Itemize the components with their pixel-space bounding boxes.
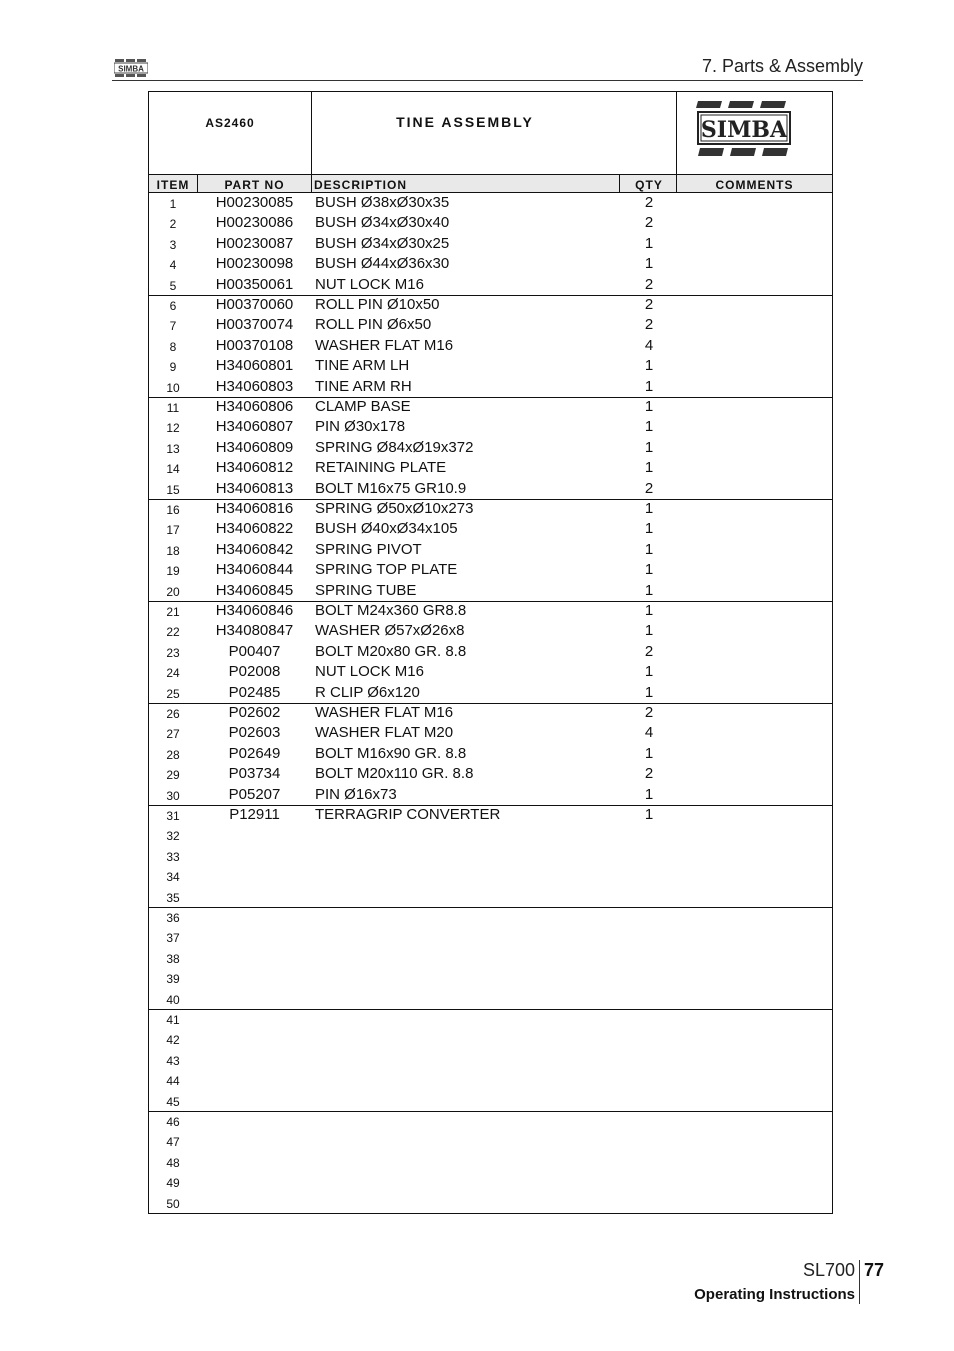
table-row [149, 927, 832, 947]
row-item-number: 48 [166, 1155, 180, 1170]
row-item-number: 49 [166, 1176, 180, 1191]
row-quantity: 2 [644, 704, 654, 721]
section-title: 7. Parts & Assembly [701, 56, 863, 76]
row-part-number: H00230098 [215, 255, 294, 273]
row-part-number: H34060845 [215, 581, 294, 599]
row-item-number: 20 [166, 584, 180, 599]
row-description: BOLT M16x90 GR. 8.8 [315, 744, 467, 762]
row-quantity: 1 [644, 459, 654, 477]
row-quantity: 1 [644, 561, 654, 579]
assembly-code: AS2460 [205, 116, 255, 130]
row-item-number: 9 [169, 360, 177, 375]
row-item-number: 50 [166, 1196, 180, 1211]
group-divider [149, 397, 832, 398]
row-quantity: 1 [644, 234, 654, 252]
table-row [149, 458, 832, 478]
row-description: WASHER Ø57xØ26x8 [315, 622, 465, 640]
row-description: BUSH Ø38xØ30x35 [315, 194, 450, 211]
row-item-number: 28 [166, 747, 180, 762]
row-quantity: 1 [644, 520, 654, 538]
footer-divider [859, 1260, 860, 1304]
group-divider [149, 499, 832, 500]
row-quantity: 2 [644, 194, 654, 211]
row-item-number: 38 [166, 951, 180, 966]
row-quantity: 1 [644, 540, 654, 558]
title-divider-right [676, 92, 677, 174]
table-row [149, 1009, 832, 1029]
row-part-number: P02603 [228, 724, 281, 742]
row-description: BOLT M24x360 GR8.8 [315, 602, 467, 619]
row-quantity: 4 [644, 724, 654, 742]
row-part-number: P02602 [228, 704, 281, 721]
row-description: SPRING TUBE [315, 581, 417, 599]
row-part-number: P03734 [228, 765, 281, 783]
group-divider [149, 601, 832, 602]
row-quantity: 2 [644, 275, 654, 293]
header-divider-qty [676, 174, 677, 193]
row-description: BUSH Ø34xØ30x25 [315, 234, 450, 252]
table-row [149, 948, 832, 968]
column-header-part-no: PART NO [224, 178, 285, 192]
table-row [149, 764, 832, 784]
row-description: BUSH Ø44xØ36x30 [315, 255, 450, 273]
table-row [149, 1070, 832, 1090]
row-item-number: 23 [166, 645, 180, 660]
table-row [149, 560, 832, 580]
row-quantity: 2 [644, 479, 654, 497]
row-part-number: H00230086 [215, 214, 294, 232]
row-item-number: 44 [166, 1074, 180, 1089]
row-item-number: 47 [166, 1135, 180, 1150]
row-item-number: 29 [166, 768, 180, 783]
group-divider [149, 703, 832, 704]
row-quantity: 1 [644, 806, 654, 823]
table-row [149, 825, 832, 845]
table-row [149, 1029, 832, 1049]
table-row [149, 1172, 832, 1192]
row-part-number: P12911 [229, 806, 280, 823]
table-row [149, 519, 832, 539]
row-description: NUT LOCK M16 [315, 275, 424, 293]
row-item-number: 18 [166, 543, 180, 558]
row-quantity: 4 [644, 336, 654, 354]
row-description: NUT LOCK M16 [315, 663, 424, 681]
row-part-number: H34060806 [215, 398, 294, 415]
table-row [149, 479, 832, 499]
row-item-number: 15 [166, 482, 180, 497]
row-item-number: 3 [169, 237, 177, 252]
row-item-number: 4 [169, 258, 177, 273]
table-row [149, 805, 832, 825]
row-quantity: 2 [644, 214, 654, 232]
table-row [149, 989, 832, 1009]
row-item-number: 39 [166, 972, 180, 987]
row-item-number: 43 [166, 1053, 180, 1068]
row-item-number: 17 [166, 523, 180, 538]
row-description: TINE ARM RH [315, 377, 412, 395]
row-item-number: 11 [166, 401, 180, 415]
column-header-description: DESCRIPTION [314, 178, 408, 192]
row-item-number: 24 [166, 666, 180, 681]
row-item-number: 2 [169, 217, 177, 232]
row-quantity: 1 [644, 377, 654, 395]
table-row [149, 1111, 832, 1131]
row-item-number: 34 [166, 870, 180, 885]
row-item-number: 40 [166, 992, 180, 1007]
table-row [149, 1131, 832, 1151]
row-part-number: P00407 [228, 642, 281, 660]
column-header-comments: COMMENTS [715, 178, 794, 192]
column-header-qty: QTY [635, 178, 663, 192]
table-row [149, 417, 832, 437]
row-description: SPRING Ø50xØ10x273 [315, 500, 474, 517]
row-item-number: 36 [166, 911, 180, 925]
row-part-number: H00350061 [215, 275, 294, 293]
row-item-number: 6 [169, 299, 177, 313]
row-item-number: 16 [166, 503, 180, 517]
table-row [149, 683, 832, 703]
table-row [149, 193, 832, 213]
row-description: SPRING PIVOT [315, 540, 422, 558]
table-row [149, 1091, 832, 1111]
table-row [149, 336, 832, 356]
row-item-number: 10 [166, 380, 180, 395]
table-row [149, 213, 832, 233]
row-item-number: 45 [166, 1094, 180, 1109]
row-item-number: 37 [166, 931, 180, 946]
table-row [149, 642, 832, 662]
table-row [149, 907, 832, 927]
row-quantity: 2 [644, 316, 654, 334]
row-part-number: H34060846 [215, 602, 294, 619]
table-row [149, 377, 832, 397]
row-description: PIN Ø16x73 [315, 785, 397, 803]
row-description: PIN Ø30x178 [315, 418, 406, 436]
row-quantity: 1 [644, 622, 654, 640]
table-row [149, 1050, 832, 1070]
table-row [149, 723, 832, 743]
row-part-number: H34060822 [215, 520, 294, 538]
row-item-number: 35 [166, 890, 180, 905]
table-row [149, 234, 832, 254]
table-row [149, 275, 832, 295]
row-description: BOLT M16x75 GR10.9 [315, 479, 467, 497]
table-row [149, 315, 832, 335]
column-header-row [149, 174, 832, 193]
row-item-number: 30 [166, 788, 180, 803]
header-divider [112, 80, 863, 81]
table-row [149, 1193, 832, 1213]
table-row [149, 621, 832, 641]
row-item-number: 14 [166, 462, 180, 477]
table-row [149, 295, 832, 315]
group-divider [149, 295, 832, 296]
footer-model: SL700 [802, 1260, 855, 1280]
table-row [149, 254, 832, 274]
row-item-number: 7 [169, 319, 177, 334]
table-row [149, 540, 832, 560]
table-row [149, 397, 832, 417]
page-number: 77 [864, 1260, 885, 1280]
table-row [149, 1152, 832, 1172]
group-divider [149, 1111, 832, 1112]
row-quantity: 1 [644, 357, 654, 375]
row-part-number: H00230087 [215, 234, 294, 252]
table-row [149, 703, 832, 723]
row-item-number: 22 [166, 625, 180, 640]
row-quantity: 1 [644, 602, 654, 619]
row-item-number: 46 [166, 1115, 180, 1129]
row-description: SPRING Ø84xØ19x372 [315, 438, 474, 456]
header-divider-part [311, 174, 312, 193]
row-description: R CLIP Ø6x120 [315, 683, 420, 701]
row-item-number: 12 [166, 421, 180, 436]
table-row [149, 846, 832, 866]
table-row [149, 785, 832, 805]
table-row [149, 581, 832, 601]
row-item-number: 32 [166, 829, 180, 844]
row-item-number: 19 [166, 564, 180, 579]
row-description: SPRING TOP PLATE [315, 561, 458, 579]
row-part-number: H34060813 [215, 479, 294, 497]
row-quantity: 1 [644, 500, 654, 517]
column-header-item: ITEM [156, 178, 190, 192]
row-quantity: 1 [644, 255, 654, 273]
header-divider-item [197, 174, 198, 193]
row-part-number: H34060844 [215, 561, 294, 579]
row-item-number: 13 [166, 441, 180, 456]
row-part-number: H34080847 [215, 622, 294, 640]
header-divider-desc [619, 174, 620, 193]
row-description: ROLL PIN Ø10x50 [315, 296, 440, 313]
row-item-number: 5 [169, 278, 177, 293]
row-item-number: 27 [166, 727, 180, 742]
group-divider [149, 1009, 832, 1010]
group-divider [149, 907, 832, 908]
row-part-number: H34060801 [215, 357, 294, 375]
row-item-number: 41 [166, 1013, 180, 1027]
row-quantity: 1 [644, 683, 654, 701]
row-quantity: 1 [644, 438, 654, 456]
table-row [149, 662, 832, 682]
row-description: CLAMP BASE [315, 398, 411, 415]
row-part-number: P02649 [228, 744, 281, 762]
row-part-number: H34060807 [215, 418, 294, 436]
row-quantity: 1 [644, 398, 654, 415]
row-quantity: 2 [644, 765, 654, 783]
table-row [149, 499, 832, 519]
row-item-number: 31 [166, 809, 180, 823]
table-row [149, 744, 832, 764]
row-description: ROLL PIN Ø6x50 [315, 316, 432, 334]
group-divider [149, 805, 832, 806]
row-item-number: 1 [169, 197, 177, 211]
row-item-number: 8 [169, 339, 177, 354]
row-quantity: 1 [644, 785, 654, 803]
row-item-number: 21 [166, 605, 180, 619]
table-row [149, 356, 832, 376]
row-description: RETAINING PLATE [315, 459, 447, 477]
row-quantity: 1 [644, 744, 654, 762]
row-part-number: H00230085 [215, 194, 294, 211]
row-description: WASHER FLAT M16 [315, 336, 454, 354]
row-item-number: 26 [166, 707, 180, 721]
row-description: BUSH Ø34xØ30x40 [315, 214, 450, 232]
footer-subtitle: Operating Instructions [694, 1286, 855, 1303]
row-part-number: H34060816 [215, 500, 294, 517]
row-part-number: H34060809 [215, 438, 294, 456]
row-description: WASHER FLAT M20 [315, 724, 454, 742]
parts-list-sheet [148, 91, 833, 1214]
row-description: TERRAGRIP CONVERTER [315, 806, 501, 823]
row-quantity: 1 [644, 418, 654, 436]
table-row [149, 438, 832, 458]
table-row [149, 887, 832, 907]
row-part-number: H00370060 [215, 296, 294, 313]
table-row [149, 601, 832, 621]
row-item-number: 33 [166, 849, 180, 864]
simba-brand-logo-icon [694, 98, 794, 160]
row-part-number: H34060803 [215, 377, 294, 395]
row-part-number: H34060812 [215, 459, 294, 477]
row-quantity: 2 [644, 642, 654, 660]
row-quantity: 2 [644, 296, 654, 313]
row-description: WASHER FLAT M16 [315, 704, 454, 721]
brand-logo-text: SIMBA [700, 117, 788, 143]
svg-text:SIMBA: SIMBA [118, 64, 144, 74]
row-part-number: H00370074 [215, 316, 294, 334]
row-item-number: 25 [166, 686, 180, 701]
simba-small-logo-icon [114, 58, 148, 78]
row-description: BOLT M20x80 GR. 8.8 [315, 642, 467, 660]
row-part-number: P05207 [228, 785, 281, 803]
row-part-number: P02485 [228, 683, 281, 701]
row-description: BOLT M20x110 GR. 8.8 [315, 765, 474, 783]
row-quantity: 1 [644, 581, 654, 599]
table-row [149, 968, 832, 988]
row-description: TINE ARM LH [315, 357, 410, 375]
row-part-number: H00370108 [215, 336, 294, 354]
row-part-number: H34060842 [215, 540, 294, 558]
row-item-number: 42 [166, 1033, 180, 1048]
assembly-title: TINE ASSEMBLY [396, 114, 534, 130]
row-part-number: P02008 [228, 663, 281, 681]
row-description: BUSH Ø40xØ34x105 [315, 520, 458, 538]
table-row [149, 866, 832, 886]
title-block [149, 92, 832, 174]
row-quantity: 1 [644, 663, 654, 681]
title-divider-left [311, 92, 312, 174]
